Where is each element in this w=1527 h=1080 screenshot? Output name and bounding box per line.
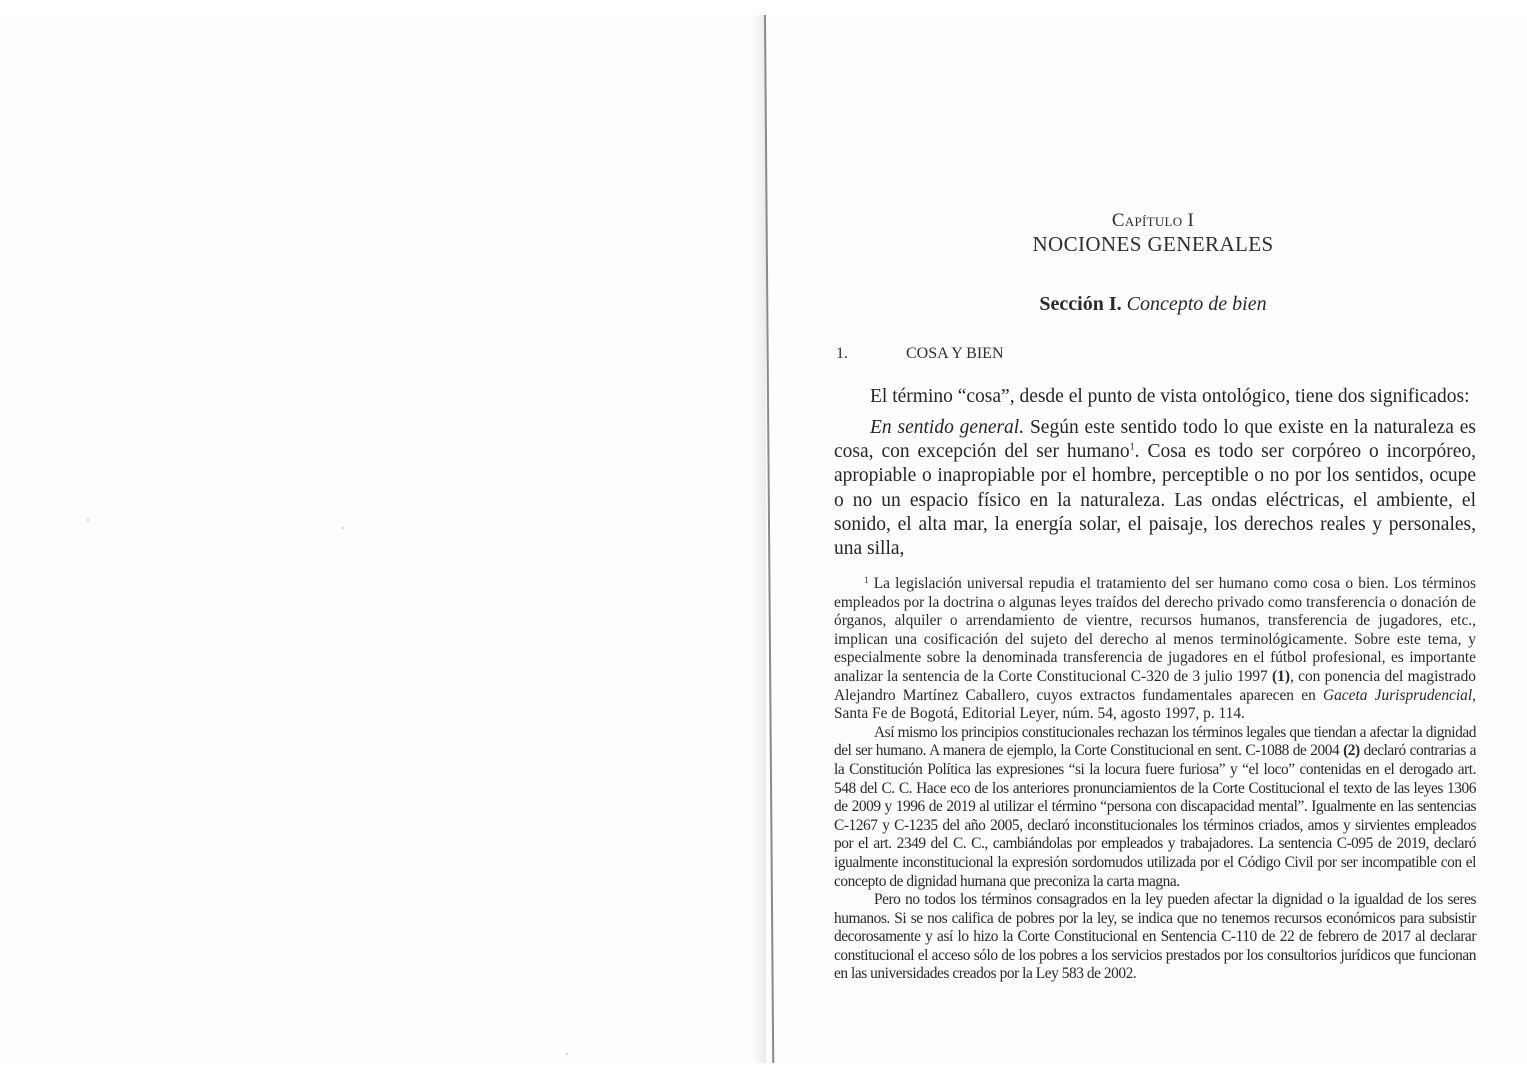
- footnotes-block: [834, 571, 1476, 984]
- citation-ref: (2): [1343, 742, 1360, 760]
- scan-speck: [566, 1053, 568, 1055]
- body-paragraph-1: El término “cosa”, desde el punto de vista ontológico, tiene dos significados:: [870, 386, 1470, 407]
- scan-speck: [87, 519, 89, 521]
- left-page-blank: [0, 15, 766, 1063]
- footnote-text: , Santa Fe de Bogotá, Editorial Leyer, núm. 54, agosto 1997, p. 114.: [834, 686, 1476, 723]
- section-label: Sección I.: [1039, 293, 1122, 315]
- paragraph-text: Según este sentido todo lo que existe en la naturaleza es cosa, con excepción del ser humano: [834, 417, 1476, 463]
- section-title: [834, 293, 1472, 316]
- body-paragraph-2: [834, 416, 1476, 561]
- footnote-text: declaró contrarias a la Constitución Política las expresiones “si la locura fuere furiosa” y “el loco” contenidas en el derogado art. 548 del C. C. Hace eco de los anteriores pronunciamientos de la Corte Costitucional el texto de las leyes 1306 de 2009 y 1996 de 2019 al utilizar el término “persona con discapacidad mental”. Igualmente en las sentencias C-1267 y C-1235 del año 2005, declaró inconstitucionales los términos criados, amos y sirvientes empleados por el art. 2349 del C. C., cambiándolas por empleados y trabajadores. La sentencia C-095 de 2019, declaró igualmente inconstitucional la expresión sordomudos utilizada por el Código Civil por ser incompatible con el concepto de dignidad humana que preconiza la carta magna.: [834, 742, 1477, 890]
- footnote-1-final: Pero no todos los términos consagrados en la ley pueden afectar la dignidad o la igualdad de los seres humanos. Si se nos califica de pobres por la ley, se indica que no tenemos recursos económicos para subsistir decorosamente y así lo hizo la Corte Constitucional en Sentencia C-110 de 22 de febrero de 2017 al declarar constitucional el acceso sólo de los pobres a los servicios prestados por los consultorios jurídicos que funcionan en las universidades creados por la Ley 583 de 2002.: [834, 891, 1476, 983]
- chapter-title: NOCIONES GENERALES: [1032, 232, 1274, 256]
- chapter-label: Capítulo I: [1111, 210, 1195, 231]
- footnote-text: Así mismo los principios constitucionales rechazan los términos legales que tiendan a afectar la dignidad del ser humano. A manera de ejemplo, la Corte Constitucional en sent. C-1088 de 2004: [834, 723, 1476, 760]
- gutter-shadow: [752, 15, 766, 1063]
- scan-speck: [342, 527, 344, 529]
- citation-ref: (1): [1272, 667, 1290, 685]
- paragraph-lead-italic: En sentido general.: [870, 417, 1025, 438]
- footnote-1: [834, 571, 1476, 724]
- footnote-mark: 1: [864, 575, 869, 585]
- paragraph-text: . Cosa es todo ser corpóreo o incorpóreo, apropiable o inapropiable por el hombre, perceptible o no por los sentidos, ocupe o no un espacio físico en la naturaleza. Las ondas eléctricas, el ambiente, el sonido, el alta mar, la energía solar, el paisaje, los derechos reales y personales, una silla,: [834, 441, 1476, 560]
- subheading-number: 1.: [836, 345, 848, 362]
- subheading-title: COSA Y BIEN: [906, 345, 1004, 362]
- footnote-reference[interactable]: 1: [1129, 441, 1135, 453]
- publication-title: Gaceta Jurisprudencial: [1323, 686, 1473, 704]
- section-name: Concepto de bien: [1126, 293, 1267, 315]
- subheading: [836, 345, 1004, 363]
- footnote-text: , con ponencia del magistrado Alejandro Martínez Caballero, cuyos extractos fundamentales aparecen en: [834, 667, 1476, 704]
- footnote-1-continued: [834, 724, 1476, 891]
- footnote-text: La legislación universal repudia el tratamiento del ser humano como cosa o bien. Los términos empleados por la doctrina o algunas leyes traídos del derecho privado como transferencia o donación de órganos, alquiler o arrendamiento de vientre, recursos humanos, transferencia de jugadores, etc., implican una cosificación del sujeto del derecho al menos terminológicamente. Sobre este tema, y especialmente sobre la denominada transferencia de jugadores en el fútbol profesional, es importante analizar la sentencia de la Corte Constitucional C-320 de 3 julio 1997: [834, 575, 1476, 685]
